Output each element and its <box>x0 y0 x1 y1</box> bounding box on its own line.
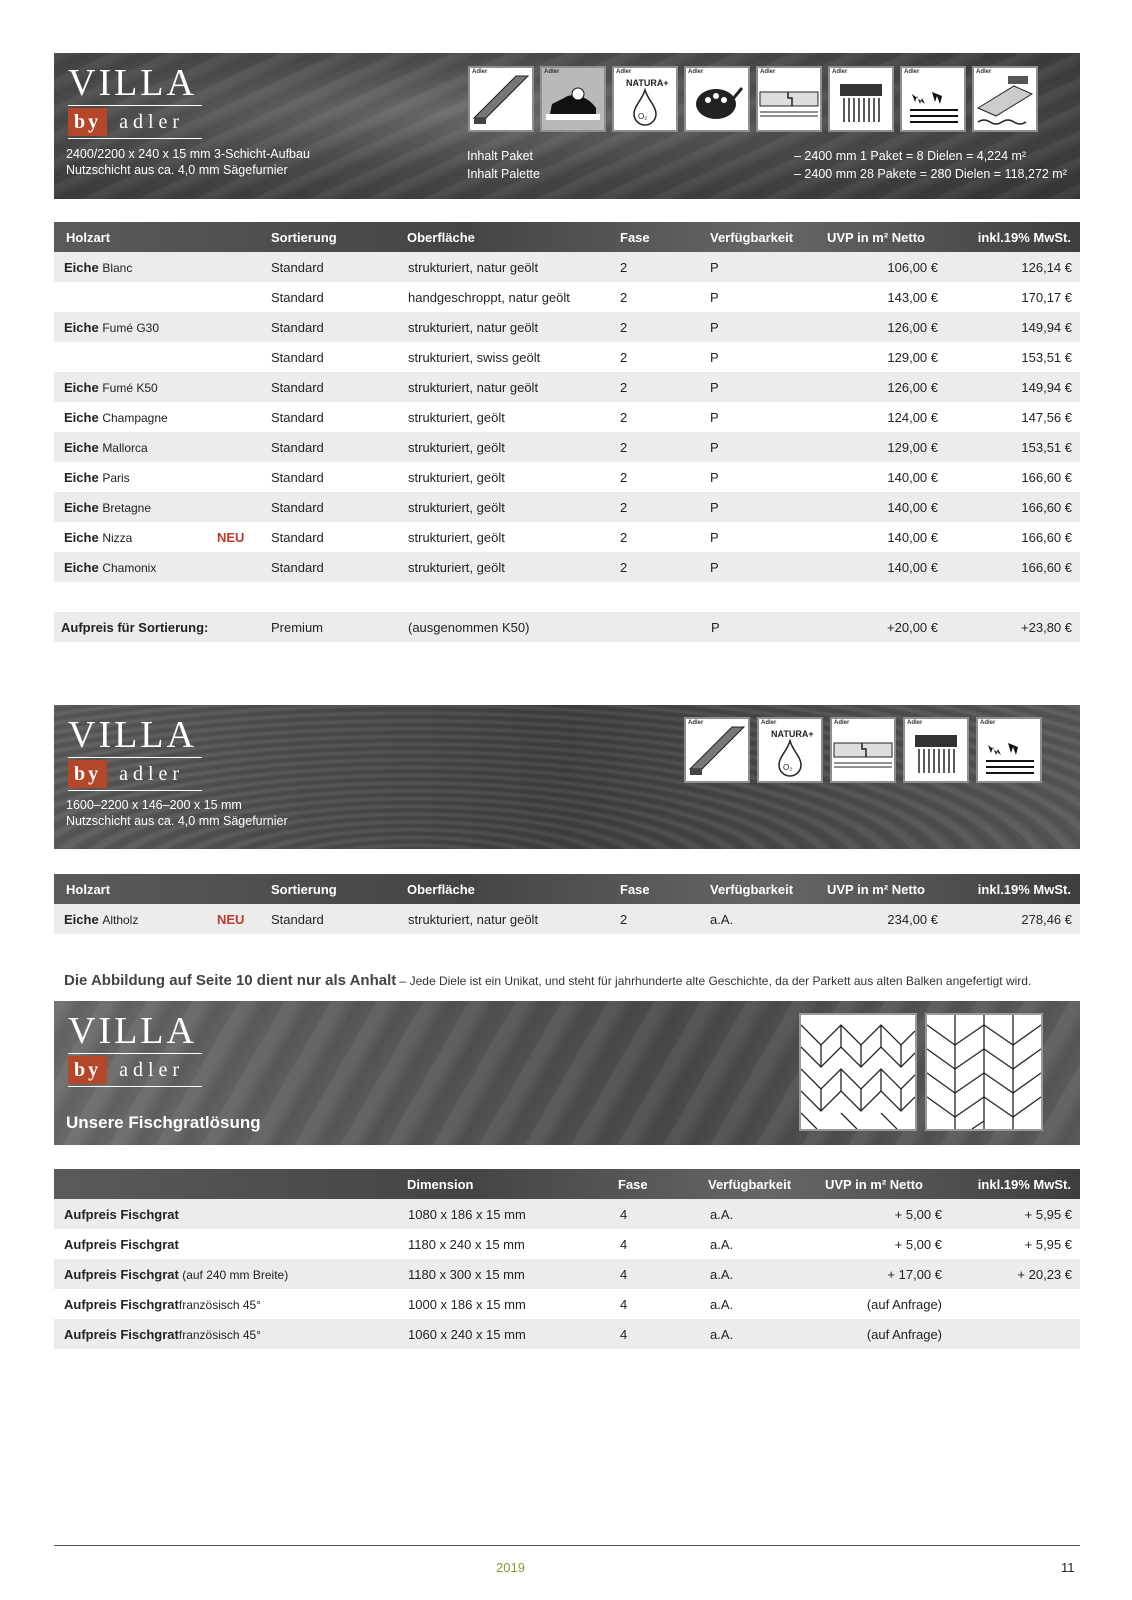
table-row: Eiche Fumé G30 Standard strukturiert, natur geölt 2 P 126,00 € 149,94 € <box>54 312 1080 342</box>
table-row: Standard strukturiert, swiss geölt 2 P 129,00 € 153,51 € <box>271 350 1072 365</box>
image-disclaimer-note: Die Abbildung auf Seite 10 dient nur als Anhalt – Jede Diele ist ein Unikat, und steht für jahrhunderte alte Geschichte, da der Parkett aus alten Balken angefertigt wird. <box>64 972 1032 989</box>
logo-adler-text: adler <box>119 110 185 133</box>
table-row: Eiche Mallorca Standard strukturiert, geölt 2 P 129,00 € 153,51 € <box>54 432 1080 462</box>
plank-icon: Adler <box>468 66 534 132</box>
floating-install-icon: Adler <box>972 66 1038 132</box>
hand-scraped-icon: Adler <box>900 66 966 132</box>
table-row: Eiche Altholz NEU Standard strukturiert, natur geölt 2 a.A. 234,00 € 278,46 € <box>54 904 1080 934</box>
herringbone-pattern-icon <box>799 1013 917 1131</box>
packet-value: – 2400 mm 1 Paket = 8 Dielen = 4,224 m² <box>794 149 1027 163</box>
spec-dimensions: 1600–2200 x 146–200 x 15 mm <box>66 798 242 812</box>
table-header: Dimension Fase Verfügbarkeit UVP in m² Netto inkl.19% MwSt. <box>54 1169 1080 1199</box>
plank-icon: Adler <box>684 717 750 783</box>
table-row: Eiche Champagne Standard strukturiert, geölt 2 P 124,00 € 147,56 € <box>64 410 1072 425</box>
villa-by-adler-logo: VILLA by adler <box>68 715 202 791</box>
section-title: Unsere Fischgratlösung <box>66 1113 261 1132</box>
hand-scraped-icon: Adler <box>976 717 1042 783</box>
page-number: 11 <box>1061 1560 1075 1575</box>
table-row: Eiche Chamonix Standard strukturiert, geölt 2 P 140,00 € 166,60 € <box>54 552 1080 582</box>
table-row: Standard handgeschroppt, natur geölt 2 P 143,00 € 170,17 € <box>271 290 1072 305</box>
table-header: Holzart Sortierung Oberfläche Fase Verfügbarkeit UVP in m² Netto inkl.19% MwSt. <box>54 222 1080 252</box>
herringbone-price-table <box>54 1169 1080 1349</box>
packet-label: Inhalt Paket <box>467 149 534 163</box>
planer-icon: Adler <box>540 66 606 132</box>
brush-icon: Adler <box>828 66 894 132</box>
table-header: Holzart Sortierung Oberfläche Fase Verfügbarkeit UVP in m² Netto inkl.19% MwSt. <box>54 874 1080 904</box>
logo-villa-text: VILLA <box>68 63 202 106</box>
surcharge-row: Aufpreis für Sortierung: Premium (ausgenommen K50) P +20,00 € +23,80 € <box>54 612 1080 642</box>
villa-by-adler-logo <box>68 63 202 139</box>
table-row: Eiche Blanc Standard strukturiert, natur geölt 2 P 106,00 € 126,14 € <box>54 252 1080 282</box>
tongue-groove-icon: Adler <box>756 66 822 132</box>
product-banner-2 <box>54 705 1080 849</box>
villa-by-adler-logo: VILLA by adler <box>68 1011 202 1087</box>
brush-icon: Adler <box>903 717 969 783</box>
table-row: Aufpreis Fischgratfranzösisch 45° 1000 x 186 x 15 mm 4 a.A. (auf Anfrage) <box>64 1297 942 1312</box>
pallet-value: – 2400 mm 28 Pakete = 280 Dielen = 118,272 m² <box>794 167 1067 181</box>
price-table-1 <box>54 222 1080 642</box>
price-table-2 <box>54 874 1080 934</box>
natura-plus-oil-icon: Adler NATURA+ O₂ <box>757 717 823 783</box>
herringbone-banner <box>54 1001 1080 1145</box>
spec-dimensions: 2400/2200 x 240 x 15 mm 3-Schicht-Aufbau <box>66 147 310 161</box>
table-row: Eiche Paris Standard strukturiert, geölt 2 P 140,00 € 166,60 € <box>64 470 1072 485</box>
pallet-label: Inhalt Palette <box>467 167 540 181</box>
paint-palette-icon: Adler <box>684 66 750 132</box>
tongue-groove-icon: Adler <box>830 717 896 783</box>
product-banner-1 <box>54 53 1080 199</box>
spec-wear-layer: Nutzschicht aus ca. 4,0 mm Sägefurnier <box>66 814 288 828</box>
natura-plus-oil-icon: Adler NATURA+ O₂ <box>612 66 678 132</box>
table-row: Aufpreis Fischgrat (auf 240 mm Breite) 1180 x 300 x 15 mm 4 a.A. + 17,00 € + 20,23 € <box>54 1259 1080 1289</box>
table-row: Eiche Nizza NEU Standard strukturiert, geölt 2 P 140,00 € 166,60 € <box>64 530 1072 545</box>
table-row: Aufpreis Fischgratfranzösisch 45° 1060 x 240 x 15 mm 4 a.A. (auf Anfrage) <box>54 1319 1080 1349</box>
spec-wear-layer: Nutzschicht aus ca. 4,0 mm Sägefurnier <box>66 163 288 177</box>
table-row: Aufpreis Fischgrat 1080 x 186 x 15 mm 4 a.A. + 5,00 € + 5,95 € <box>54 1199 1080 1229</box>
footer-year: 2019 <box>496 1560 525 1575</box>
logo-by-badge: by <box>68 108 107 136</box>
table-row: Aufpreis Fischgrat 1180 x 240 x 15 mm 4 a.A. + 5,00 € + 5,95 € <box>64 1237 1072 1252</box>
table-row: Eiche Fumé K50 Standard strukturiert, natur geölt 2 P 126,00 € 149,94 € <box>54 372 1080 402</box>
french-herringbone-pattern-icon <box>925 1013 1043 1131</box>
footer-divider <box>54 1545 1080 1546</box>
table-row: Eiche Bretagne Standard strukturiert, geölt 2 P 140,00 € 166,60 € <box>54 492 1080 522</box>
